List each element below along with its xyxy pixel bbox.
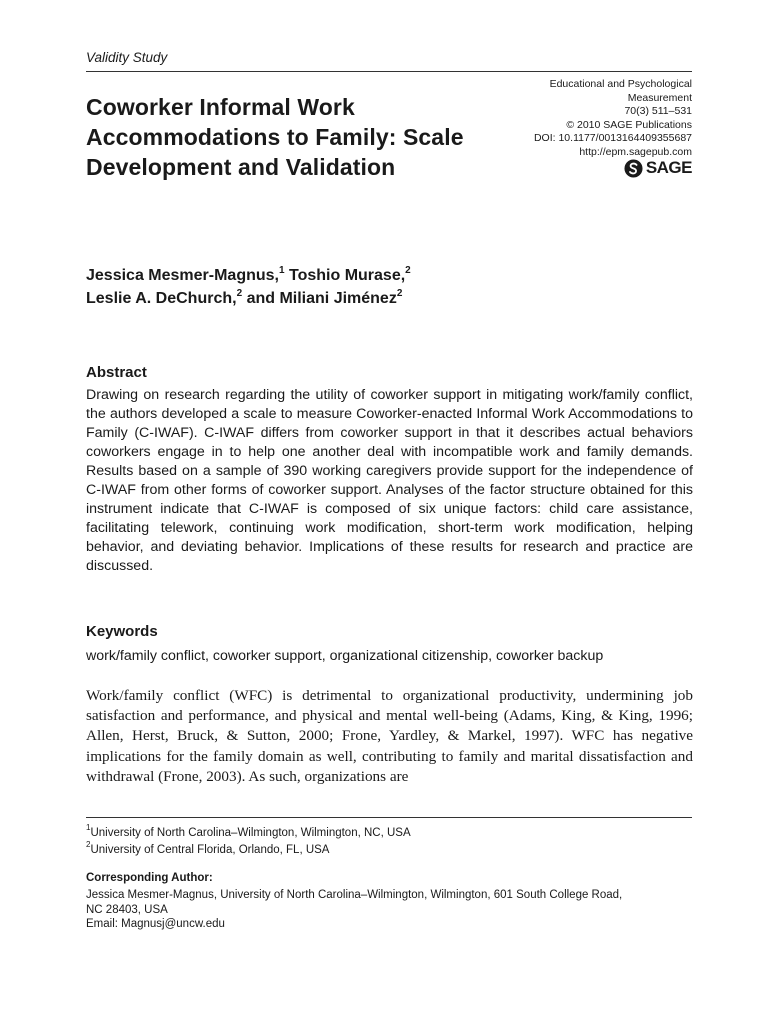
author-line-1 xyxy=(86,264,686,287)
footnote-divider xyxy=(86,817,692,818)
author-affiliation-mark: 2 xyxy=(236,287,243,299)
journal-copyright: © 2010 SAGE Publications xyxy=(566,118,692,131)
affiliations xyxy=(86,825,693,858)
corresponding-author-heading: Corresponding Author: xyxy=(86,872,213,884)
corresponding-address-line1: Jessica Mesmer-Magnus, University of North Carolina–Wilmington, Wilmington, 601 South College Road, xyxy=(86,889,623,901)
keywords-heading: Keywords xyxy=(86,623,158,640)
abstract-heading: Abstract xyxy=(86,364,147,381)
header-divider xyxy=(86,71,692,72)
affiliation-text: University of North Carolina–Wilmington, Wilmington, NC, USA xyxy=(90,827,411,839)
affiliation-item xyxy=(86,825,693,842)
corresponding-address-line2: NC 28403, USA xyxy=(86,903,168,916)
sage-emblem-icon xyxy=(624,159,643,178)
sage-logo-text: SAGE xyxy=(645,158,692,177)
abstract-text: Drawing on research regarding the utility of coworker support in mitigating work/family conflict, the authors developed a scale to measure Coworker-enacted Informal Work Accommodations to Family (C-IWAF). C-IWAF differs from coworker support in that it describes actual behaviors coworkers engage in to help one another deal with incompatible work and family demands. Results based on a sample of 390 working caregivers provide support for the independence of C-IWAF from other forms of coworker support. Analyses of the factor structure obtained for this instrument indicate that C-IWAF is composed of six unique factors: child care assistance, facilitating telework, continuing work modification, short-term work modification, helping behavior, and deviating behavior. Implications of these results for research and practice are discussed. xyxy=(86,387,693,574)
journal-name-line2: Measurement xyxy=(627,91,692,104)
author-list xyxy=(86,264,686,310)
author-line-2 xyxy=(86,287,686,310)
author-affiliation-mark: 1 xyxy=(278,264,285,276)
sage-logo xyxy=(624,158,692,178)
author-name: Toshio Murase, xyxy=(284,267,406,284)
journal-volume: 70(3) 511–531 xyxy=(624,105,692,118)
section-label: Validity Study xyxy=(86,50,168,65)
article-title: Coworker Informal Work Accommodations to Family: Scale Development and Validation xyxy=(86,94,464,180)
journal-doi: DOI: 10.1177/0013164409355687 xyxy=(533,132,692,145)
author-name: Jessica Mesmer-Magnus, xyxy=(86,267,279,284)
corresponding-email[interactable]: Email: Magnusj@uncw.edu xyxy=(86,918,225,930)
journal-info xyxy=(472,78,692,160)
keywords-text: work/family conflict, coworker support, organizational citizenship, coworker backup xyxy=(86,648,604,664)
journal-name-line1: Educational and Psychological xyxy=(549,78,692,90)
affiliation-mark: 1 xyxy=(86,823,91,833)
body-paragraph: Work/family conflict (WFC) is detrimental to organizational productivity, undermining job satisfaction and performance, and physical and mental well-being (Adams, King, & King, 1996; Allen, Herst, Bruck, & Sutton, 2000; Frone, Yardley, & Markel, 1997). WFC has negative implications for the family domain as well, contributing to family and marital dissatisfaction and withdrawal (Frone, 2003). As such, organizations are xyxy=(86,687,693,785)
corresponding-author-details xyxy=(86,888,693,932)
journal-url[interactable]: http://epm.sagepub.com xyxy=(579,145,692,158)
author-name: Leslie A. DeChurch, xyxy=(86,290,237,307)
affiliation-mark: 2 xyxy=(86,839,91,849)
author-name: and Miliani Jiménez xyxy=(242,290,397,307)
affiliation-text: University of Central Florida, Orlando, FL, USA xyxy=(90,843,330,856)
affiliation-item xyxy=(86,839,693,859)
author-affiliation-mark: 2 xyxy=(396,287,403,299)
author-affiliation-mark: 2 xyxy=(405,264,411,276)
